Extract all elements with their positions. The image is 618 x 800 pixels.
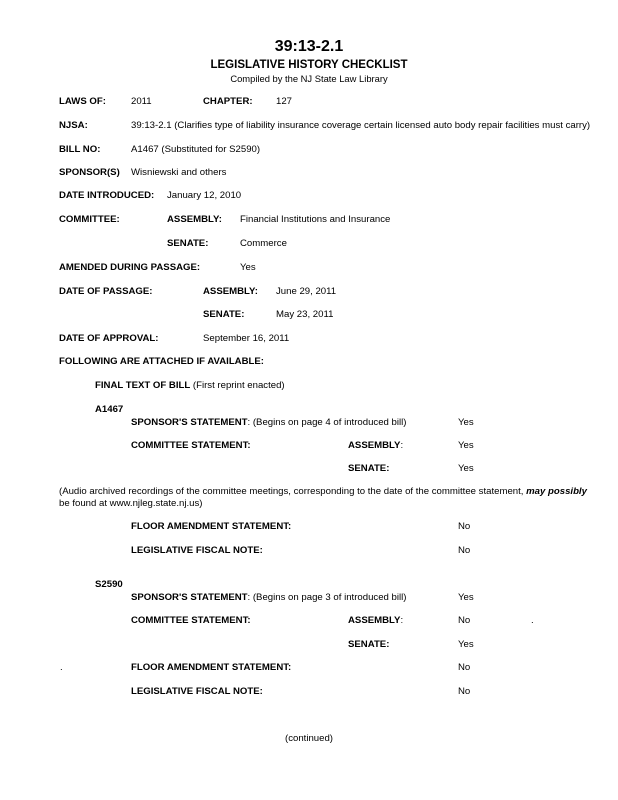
s2590-sponsor-label: SPONSOR'S STATEMENT [131, 592, 248, 603]
s2590-floor-label: FLOOR AMENDMENT STATEMENT: [131, 662, 292, 673]
s2590-bill-label: S2590 [95, 579, 123, 590]
audio-note-emphasis: may possibly [526, 486, 587, 497]
njsa-label: NJSA: [59, 120, 88, 131]
attached-heading: FOLLOWING ARE ATTACHED IF AVAILABLE: [59, 356, 264, 367]
s2590-senate-label: SENATE: [348, 639, 390, 650]
a1467-sponsor-label: SPONSOR'S STATEMENT [131, 417, 248, 428]
passage-assembly-label: ASSEMBLY: [203, 286, 258, 297]
date-introduced-label: DATE INTRODUCED: [59, 190, 155, 201]
a1467-assembly-colon: : [400, 440, 404, 451]
a1467-floor-label: FLOOR AMENDMENT STATEMENT: [131, 521, 292, 532]
committee-label: COMMITTEE: [59, 214, 120, 225]
passage-assembly-value: June 29, 2011 [276, 286, 337, 297]
s2590-fiscal-value: No [458, 686, 471, 697]
laws-of-label: LAWS OF: [59, 96, 106, 107]
compiled-by: Compiled by the NJ State Law Library [230, 73, 388, 84]
committee-assembly-label: ASSEMBLY: [167, 214, 222, 225]
committee-senate-label: SENATE: [167, 238, 209, 249]
s2590-assembly-colon: : [400, 615, 404, 626]
final-text-note: (First reprint enacted) [192, 380, 285, 391]
final-text-label: FINAL TEXT OF BILL [95, 380, 191, 391]
chapter-label: CHAPTER: [203, 96, 253, 107]
a1467-assembly-row [348, 440, 403, 452]
audio-note-text-2: be found at www.njleg.state.nj.us) [59, 498, 203, 509]
a1467-assembly-label: ASSEMBLY [348, 440, 401, 451]
a1467-committee-label: COMMITTEE STATEMENT: [131, 440, 251, 451]
amended-label: AMENDED DURING PASSAGE: [59, 262, 201, 273]
s2590-sponsor-value: Yes [458, 592, 474, 603]
bill-no-label: BILL NO: [59, 144, 101, 155]
committee-assembly-value: Financial Institutions and Insurance [240, 214, 391, 225]
njsa-value: 39:13-2.1 (Clarifies type of liability insurance coverage certain licensed auto body repair facilities must carry) [131, 120, 591, 131]
s2590-assembly-row [348, 615, 403, 627]
bill-no-value: A1467 (Substituted for S2590) [131, 144, 261, 155]
date-of-approval-label: DATE OF APPROVAL: [59, 333, 159, 344]
date-of-approval-value: September 16, 2011 [203, 333, 290, 344]
audio-note-text-1: (Audio archived recordings of the committee meetings, corresponding to the date of the committee statement, [59, 486, 527, 497]
sponsors-label: SPONSOR(S) [59, 167, 120, 178]
s2590-stray-mark: . [531, 615, 534, 626]
a1467-sponsor-value: Yes [458, 417, 474, 428]
sponsors-value: Wisniewski and others [131, 167, 227, 178]
final-text-row [95, 380, 285, 392]
s2590-floor-value: No [458, 662, 471, 673]
page-subtitle: LEGISLATIVE HISTORY CHECKLIST [210, 59, 408, 71]
laws-of-value: 2011 [131, 96, 152, 107]
committee-senate-value: Commerce [240, 238, 287, 249]
amended-value: Yes [240, 262, 256, 273]
passage-senate-value: May 23, 2011 [276, 309, 334, 320]
date-of-passage-label: DATE OF PASSAGE: [59, 286, 153, 297]
continued-note: (continued) [285, 733, 333, 744]
a1467-sponsor-row [131, 417, 406, 429]
s2590-assembly-value: No [458, 615, 471, 626]
page-title: 39:13-2.1 [274, 38, 344, 55]
a1467-floor-value: No [458, 521, 471, 532]
s2590-committee-label: COMMITTEE STATEMENT: [131, 615, 251, 626]
a1467-fiscal-value: No [458, 545, 471, 556]
s2590-sponsor-row [131, 592, 406, 604]
chapter-value: 127 [276, 96, 293, 107]
a1467-sponsor-note: : (Begins on page 4 of introduced bill) [247, 417, 407, 428]
s2590-assembly-label: ASSEMBLY [348, 615, 401, 626]
a1467-fiscal-label: LEGISLATIVE FISCAL NOTE: [131, 545, 263, 556]
s2590-floor-mark: . [60, 662, 63, 673]
s2590-senate-value: Yes [458, 639, 474, 650]
s2590-fiscal-label: LEGISLATIVE FISCAL NOTE: [131, 686, 263, 697]
a1467-senate-value: Yes [458, 463, 474, 474]
a1467-senate-label: SENATE: [348, 463, 390, 474]
a1467-bill-label: A1467 [95, 404, 124, 415]
date-introduced-value: January 12, 2010 [167, 190, 242, 201]
a1467-assembly-value: Yes [458, 440, 474, 451]
s2590-sponsor-note: : (Begins on page 3 of introduced bill) [247, 592, 407, 603]
passage-senate-label: SENATE: [203, 309, 245, 320]
audio-archive-note [59, 486, 589, 510]
